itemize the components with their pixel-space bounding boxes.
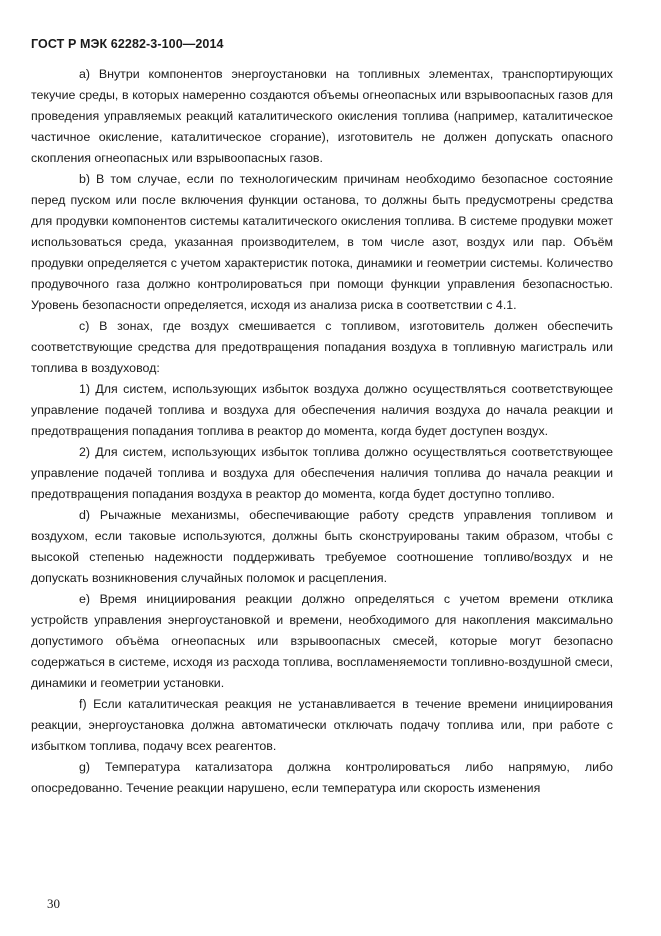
paragraph-b: b) В том случае, если по технологическим причинам необходимо безопасное состояние перед пуском или после включения функции останова, то должны быть предусмотрены средства для продувки компонентов системы каталитического окисления топлива. В системе продувки может использоваться среда, указанная производителем, в том числе азот, воздух или пар. Объём продувки определяется с учетом характеристик потока, динамики и геометрии системы. Количество продувочного газа должно контролироваться при помощи функции управления безопасностью. Уровень безопасности определяется, исходя из анализа риска в соответствии с 4.1. xyxy=(31,172,613,312)
paragraph-d: d) Рычажные механизмы, обеспечивающие работу средств управления топливом и воздухом, если таковые используются, должны быть сконструированы таким образом, чтобы с высокой степенью надежности поддерживать требуемое соотношение топливо/воздух и не допускать возникновения случайных поломок и расцепления. xyxy=(31,508,613,585)
paragraph-e: e) Время инициирования реакции должно определяться с учетом времени отклика устройств управления энергоустановкой и времени, необходимого для накопления максимально допустимого объёма огнеопасных или взрывоопасных смесей, которые могут безопасно содержаться в системе, исходя из расхода топлива, воспламеняемости топливно-воздушной смеси, динамики и геометрии установки. xyxy=(31,592,613,690)
paragraph-c: c) В зонах, где воздух смешивается с топливом, изготовитель должен обеспечить соответствующие средства для предотвращения попадания воздуха в топливную магистраль или топлива в воздуховод: xyxy=(31,319,613,375)
document-body xyxy=(31,64,613,799)
paragraph-g: g) Температура катализатора должна контролироваться либо напрямую, либо опосредованно. Течение реакции нарушено, если температура или скорость изменения xyxy=(31,760,613,795)
paragraph-c1: 1) Для систем, использующих избыток воздуха должно осуществляться соответствующее управление подачей топлива и воздуха для обеспечения наличия воздуха до начала реакции и предотвращения попадания топлива в реактор до момента, когда будет доступен воздух. xyxy=(31,382,613,438)
paragraph-a: a) Внутри компонентов энергоустановки на топливных элементах, транспортирующих текучие среды, в которых намеренно создаются объемы огнеопасных или взрывоопасных газов для проведения управляемых реакций каталитического окисления топлива (например, каталитическое частичное окисление, каталитическое сгорание), изготовитель не должен допускать опасного скопления огнеопасных или взрывоопасных газов. xyxy=(31,67,613,165)
paragraph-f: f) Если каталитическая реакция не устанавливается в течение времени инициирования реакции, энергоустановка должна автоматически отключать подачу топлива или, при работе с избытком топлива, подачу всех реагентов. xyxy=(31,697,613,753)
paragraph-c2: 2) Для систем, использующих избыток топлива должно осуществляться соответствующее управление подачей топлива и воздуха для обеспечения наличия топлива до начала реакции и предотвращения попадания воздуха в реактор до момента, когда будет доступно топливо. xyxy=(31,445,613,501)
document-header-title: ГОСТ Р МЭК 62282-3-100—2014 xyxy=(31,37,224,51)
page-number: 30 xyxy=(47,896,60,911)
